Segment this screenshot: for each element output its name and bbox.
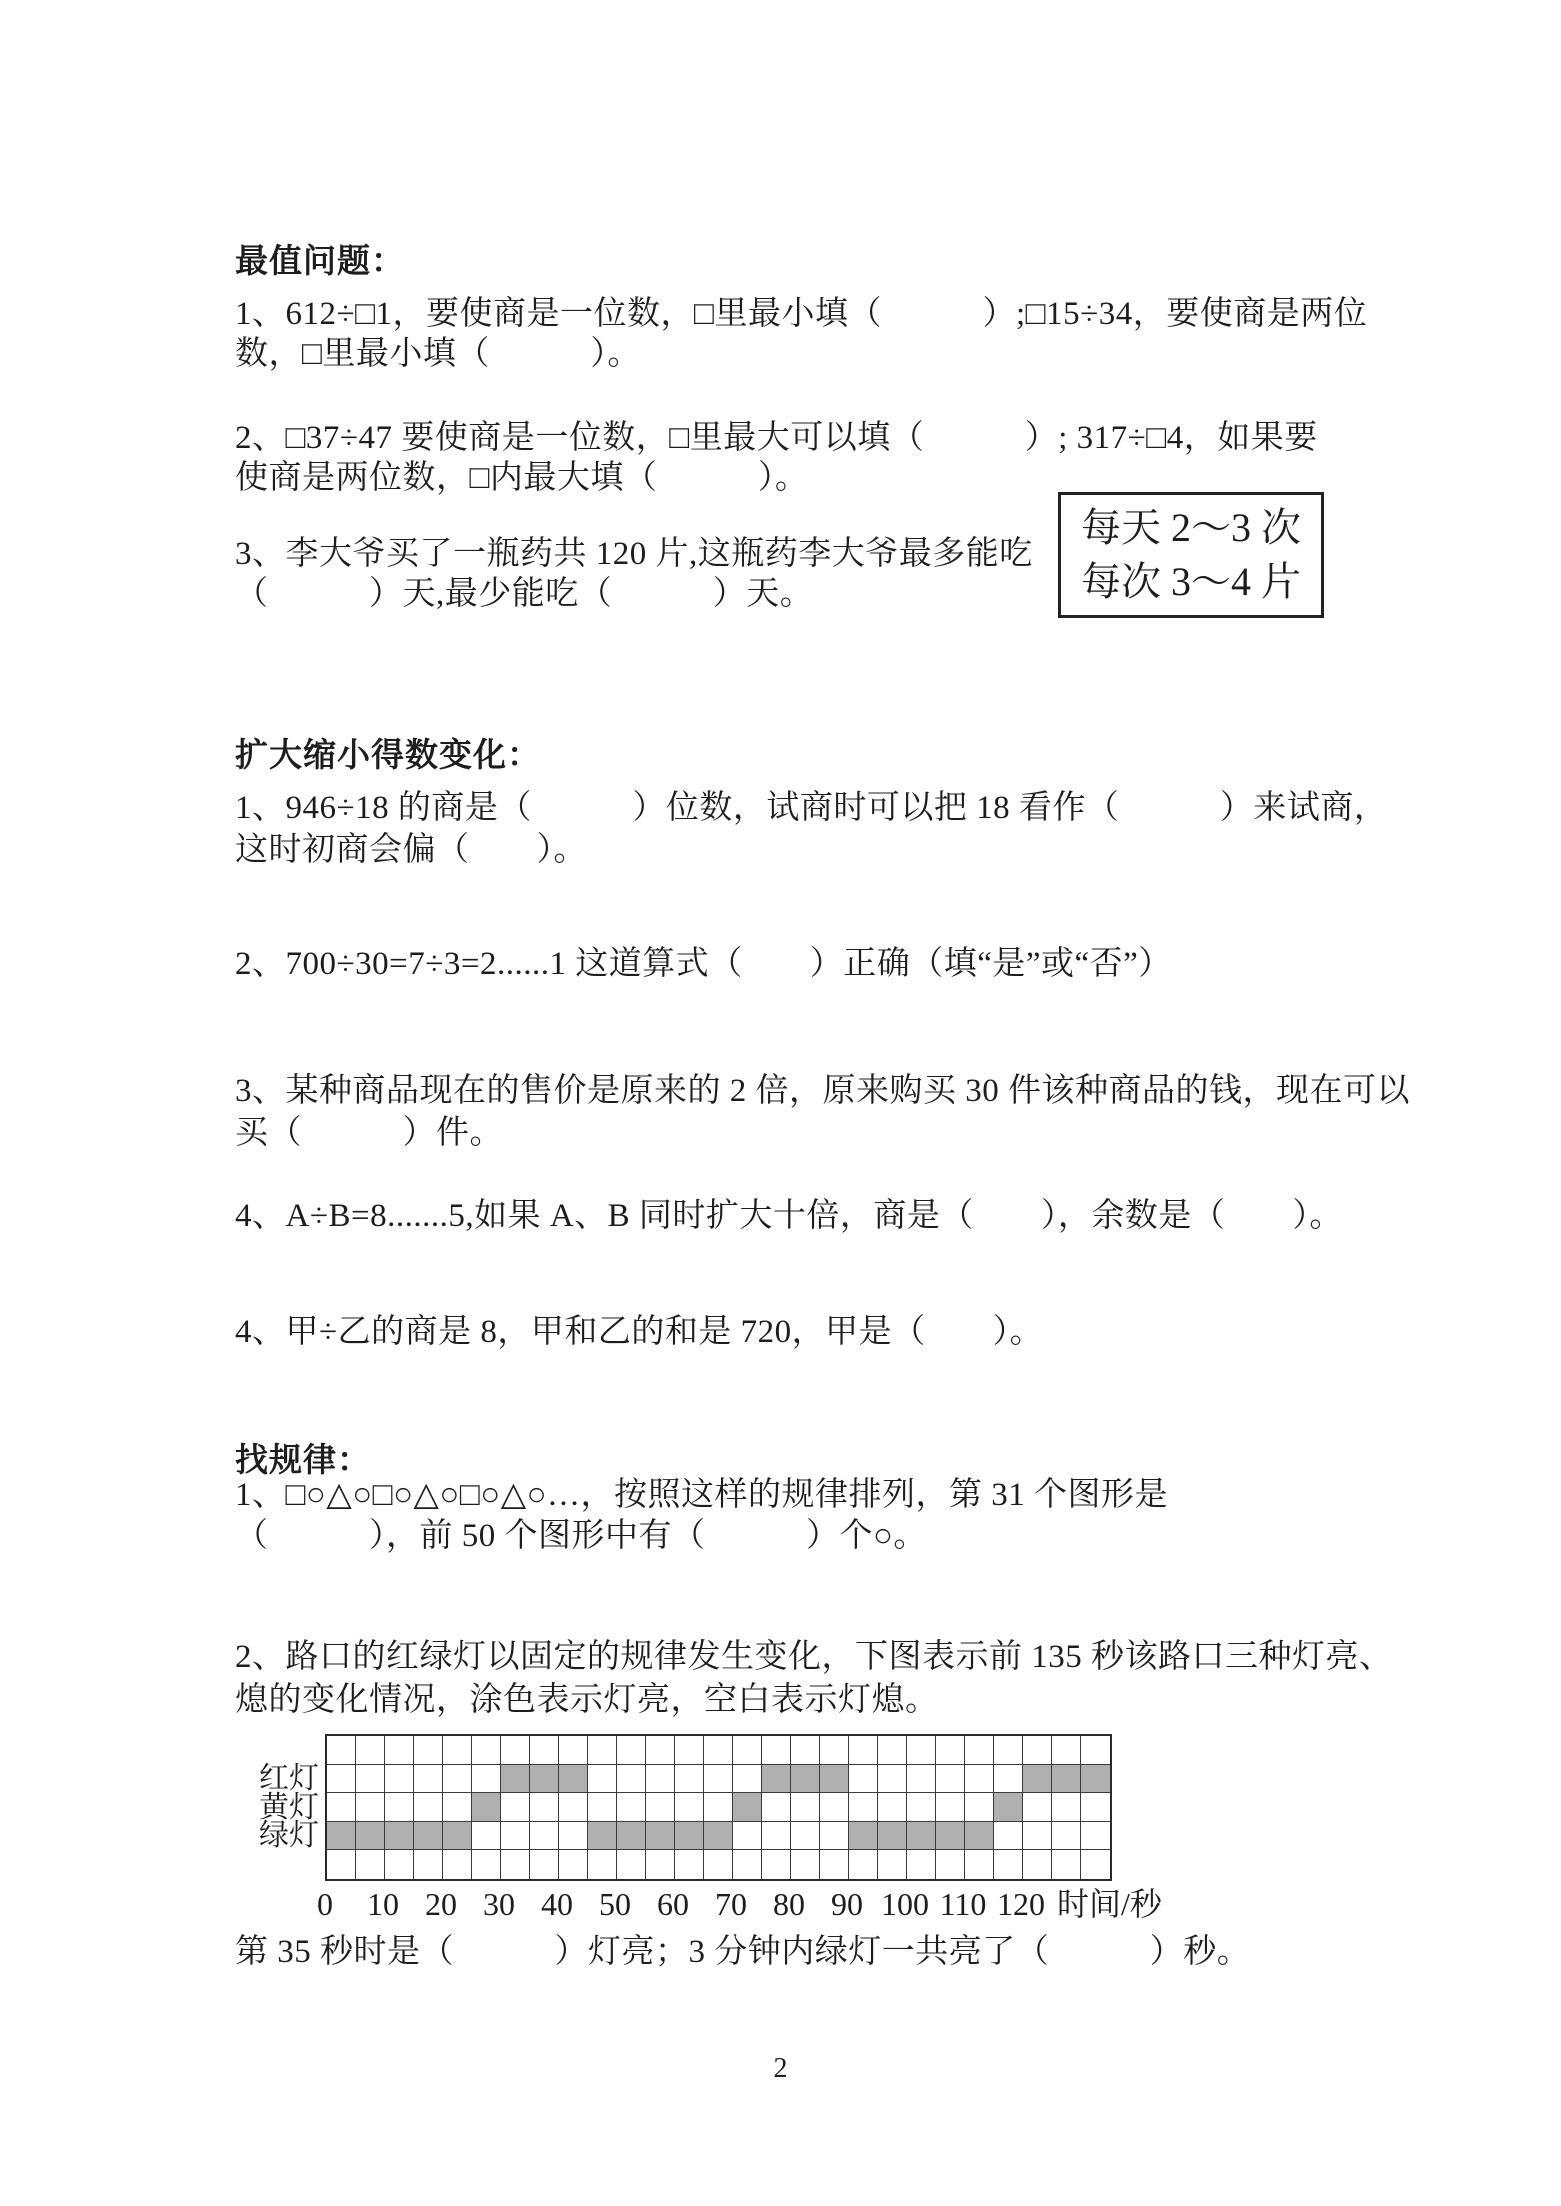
grid-cell-on [501, 1765, 530, 1794]
grid-cell-off [327, 1765, 356, 1794]
grid-cell-off [849, 1850, 878, 1879]
question-line: 4、甲÷乙的商是 8，甲和乙的和是 720，甲是（ ）。 [235, 1314, 1044, 1350]
grid-cell-on [385, 1822, 414, 1851]
grid-cell-off [791, 1850, 820, 1879]
page-number: 2 [773, 2053, 788, 2084]
grid-cell-off [965, 1793, 994, 1822]
question-line: 2、□37÷47 要使商是一位数，□里最大可以填（ ）; 317÷□4，如果要 [235, 420, 1318, 456]
question-line: 使商是两位数，□内最大填（ ）。 [235, 460, 809, 496]
grid-cell-off [849, 1765, 878, 1794]
question-line: 第 35 秒时是（ ）灯亮；3 分钟内绿灯一共亮了（ ）秒。 [235, 1934, 1251, 1970]
grid-cell-off [820, 1736, 849, 1765]
grid-cell-on [675, 1822, 704, 1851]
section-heading-max-min: 最值问题： [235, 244, 405, 280]
grid-cell-off [965, 1736, 994, 1765]
grid-cell-off [443, 1793, 472, 1822]
grid-cell-off [385, 1793, 414, 1822]
grid-cell-on [327, 1822, 356, 1851]
question-line: 1、612÷□1，要使商是一位数，□里最小填（ ）;□15÷34，要使商是两位 [235, 296, 1368, 332]
question-line: 3、某种商品现在的售价是原来的 2 倍，原来购买 30 件该种商品的钱，现在可以 [235, 1073, 1410, 1109]
dosage-line-pills-per-time: 每次 3～4 片 [1081, 559, 1301, 604]
grid-cell-off [472, 1765, 501, 1794]
x-tick-70: 70 [715, 1886, 747, 1922]
grid-cell-off [1023, 1822, 1052, 1851]
grid-cell-off [704, 1850, 733, 1879]
grid-cell-off [878, 1850, 907, 1879]
grid-cell-off [530, 1793, 559, 1822]
grid-cell-off [588, 1765, 617, 1794]
grid-cell-on [878, 1822, 907, 1851]
grid-cell-off [327, 1850, 356, 1879]
grid-cell-off [907, 1850, 936, 1879]
grid-cell-off [762, 1850, 791, 1879]
section-heading-scale-change: 扩大缩小得数变化： [235, 738, 541, 774]
grid-cell-on [1023, 1765, 1052, 1794]
grid-cell-off [733, 1736, 762, 1765]
grid-cell-off [1023, 1736, 1052, 1765]
grid-cell-off [704, 1765, 733, 1794]
grid-cell-off [994, 1765, 1023, 1794]
grid-cell-off [733, 1765, 762, 1794]
grid-cell-off [1081, 1793, 1110, 1822]
grid-cell-off [849, 1793, 878, 1822]
grid-cell-on [791, 1765, 820, 1794]
grid-cell-off [1081, 1736, 1110, 1765]
x-tick-30: 30 [483, 1886, 515, 1922]
grid-cell-off [588, 1793, 617, 1822]
question-line: 1、946÷18 的商是（ ）位数，试商时可以把 18 看作（ ）来试商， [235, 790, 1388, 826]
grid-cell-off [356, 1736, 385, 1765]
grid-cell-off [733, 1850, 762, 1879]
grid-cell-off [588, 1736, 617, 1765]
grid-cell-on [414, 1822, 443, 1851]
section-heading-find-pattern: 找规律： [235, 1443, 371, 1479]
grid-cell-off [559, 1822, 588, 1851]
grid-cell-off [443, 1765, 472, 1794]
grid-cell-on [530, 1765, 559, 1794]
grid-cell-off [559, 1736, 588, 1765]
grid-cell-off [646, 1765, 675, 1794]
grid-cell-on [907, 1822, 936, 1851]
grid-cell-off [791, 1793, 820, 1822]
grid-cell-off [356, 1850, 385, 1879]
grid-cell-off [414, 1793, 443, 1822]
question-line-shape-sequence: 1、□○△○□○△○□○△○…，按照这样的规律排列，第 31 个图形是 [235, 1477, 1169, 1513]
grid-cell-off [704, 1736, 733, 1765]
grid-cell-on [762, 1765, 791, 1794]
grid-cell-off [356, 1793, 385, 1822]
grid-cell-off [936, 1850, 965, 1879]
grid-cell-off [1081, 1822, 1110, 1851]
grid-cell-off [791, 1822, 820, 1851]
x-tick-100: 100 [881, 1886, 929, 1922]
grid-cell-on [1052, 1765, 1081, 1794]
grid-cell-off [646, 1793, 675, 1822]
grid-cell-off [501, 1822, 530, 1851]
grid-cell-off [1023, 1850, 1052, 1879]
grid-cell-off [559, 1793, 588, 1822]
question-line: 3、李大爷买了一瓶药共 120 片,这瓶药李大爷最多能吃 [235, 536, 1033, 572]
grid-cell-off [878, 1736, 907, 1765]
grid-cell-off [733, 1822, 762, 1851]
grid-cell-off [617, 1793, 646, 1822]
x-tick-60: 60 [657, 1886, 689, 1922]
grid-cell-off [791, 1736, 820, 1765]
grid-cell-off [936, 1793, 965, 1822]
grid-cell-off [907, 1765, 936, 1794]
grid-cell-off [675, 1850, 704, 1879]
grid-cell-off [1052, 1822, 1081, 1851]
grid-cell-off [704, 1793, 733, 1822]
x-tick-50: 50 [599, 1886, 631, 1922]
grid-cell-on [559, 1765, 588, 1794]
grid-cell-off [965, 1850, 994, 1879]
question-line: 4、A÷B=8.......5,如果 A、B 同时扩大十倍，商是（ ），余数是（ ）。 [235, 1198, 1343, 1234]
grid-cell-on [356, 1822, 385, 1851]
traffic-light-grid [325, 1734, 1112, 1881]
row-label-0: 红灯 [259, 1761, 319, 1795]
grid-cell-on [1081, 1765, 1110, 1794]
grid-cell-on [617, 1822, 646, 1851]
grid-cell-off [530, 1822, 559, 1851]
grid-cell-on [994, 1793, 1023, 1822]
grid-cell-off [936, 1736, 965, 1765]
x-tick-110: 110 [939, 1886, 987, 1922]
grid-cell-off [762, 1822, 791, 1851]
grid-cell-off [385, 1736, 414, 1765]
grid-cell-on [443, 1822, 472, 1851]
grid-cell-off [1081, 1850, 1110, 1879]
grid-cell-off [907, 1736, 936, 1765]
grid-cell-off [1052, 1850, 1081, 1879]
row-label-2: 绿灯 [259, 1819, 319, 1853]
grid-cell-off [385, 1850, 414, 1879]
grid-cell-off [1052, 1793, 1081, 1822]
grid-cell-off [762, 1736, 791, 1765]
grid-cell-off [559, 1850, 588, 1879]
grid-cell-off [994, 1822, 1023, 1851]
grid-cell-off [414, 1736, 443, 1765]
grid-cell-off [501, 1793, 530, 1822]
grid-cell-on [936, 1822, 965, 1851]
grid-cell-on [820, 1765, 849, 1794]
grid-cell-off [1023, 1793, 1052, 1822]
x-tick-20: 20 [425, 1886, 457, 1922]
grid-cell-on [965, 1822, 994, 1851]
grid-cell-off [820, 1822, 849, 1851]
medicine-dosage-note-box [1058, 492, 1324, 618]
grid-cell-off [588, 1850, 617, 1879]
question-line: 熄的变化情况，涂色表示灯亮，空白表示灯熄。 [235, 1682, 939, 1718]
x-tick-0: 0 [317, 1886, 333, 1922]
grid-cell-off [1052, 1736, 1081, 1765]
grid-cell-off [385, 1765, 414, 1794]
grid-cell-on [849, 1822, 878, 1851]
grid-cell-off [472, 1850, 501, 1879]
grid-cell-off [617, 1850, 646, 1879]
grid-cell-off [820, 1850, 849, 1879]
grid-cell-on [704, 1822, 733, 1851]
question-line: （ ），前 50 个图形中有（ ）个○。 [235, 1518, 927, 1554]
grid-cell-off [617, 1765, 646, 1794]
grid-cell-off [472, 1822, 501, 1851]
grid-cell-off [414, 1765, 443, 1794]
x-tick-90: 90 [831, 1886, 863, 1922]
grid-cell-off [472, 1736, 501, 1765]
grid-cell-off [530, 1736, 559, 1765]
grid-cell-off [414, 1850, 443, 1879]
row-label-1: 黄灯 [259, 1790, 319, 1824]
grid-cell-off [936, 1765, 965, 1794]
x-tick-120: 120 [997, 1886, 1045, 1922]
question-line: 2、路口的红绿灯以固定的规律发生变化，下图表示前 135 秒该路口三种灯亮、 [235, 1639, 1393, 1675]
grid-cell-off [501, 1736, 530, 1765]
grid-cell-on [472, 1793, 501, 1822]
question-line: 数，□里最小填（ ）。 [235, 336, 641, 372]
question-line: （ ）天,最少能吃（ ）天。 [235, 576, 814, 612]
grid-cell-on [733, 1793, 762, 1822]
traffic-light-chart [235, 1734, 1335, 1954]
grid-cell-off [762, 1793, 791, 1822]
grid-cell-off [994, 1850, 1023, 1879]
question-line: 买（ ）件。 [235, 1115, 503, 1151]
grid-cell-off [327, 1793, 356, 1822]
grid-cell-off [617, 1736, 646, 1765]
grid-cell-on [588, 1822, 617, 1851]
x-tick-80: 80 [773, 1886, 805, 1922]
x-tick-40: 40 [541, 1886, 573, 1922]
grid-cell-on [646, 1822, 675, 1851]
grid-cell-off [878, 1765, 907, 1794]
grid-cell-off [965, 1765, 994, 1794]
grid-cell-off [675, 1765, 704, 1794]
x-tick-10: 10 [367, 1886, 399, 1922]
question-line: 2、700÷30=7÷3=2......1 这道算式（ ）正确（填“是”或“否”） [235, 946, 1172, 982]
question-line: 这时初商会偏（ ）。 [235, 832, 587, 868]
grid-cell-off [501, 1850, 530, 1879]
dosage-line-times-per-day: 每天 2～3 次 [1081, 505, 1301, 550]
grid-cell-off [646, 1736, 675, 1765]
grid-cell-off [356, 1765, 385, 1794]
grid-cell-off [878, 1793, 907, 1822]
grid-cell-off [443, 1736, 472, 1765]
grid-cell-off [675, 1736, 704, 1765]
grid-cell-off [994, 1736, 1023, 1765]
grid-cell-off [443, 1850, 472, 1879]
x-axis-title: 时间/秒 [1057, 1886, 1162, 1922]
grid-cell-off [530, 1850, 559, 1879]
grid-cell-off [849, 1736, 878, 1765]
grid-cell-off [820, 1793, 849, 1822]
grid-cell-off [907, 1793, 936, 1822]
grid-cell-off [675, 1793, 704, 1822]
grid-cell-off [646, 1850, 675, 1879]
grid-cell-off [327, 1736, 356, 1765]
